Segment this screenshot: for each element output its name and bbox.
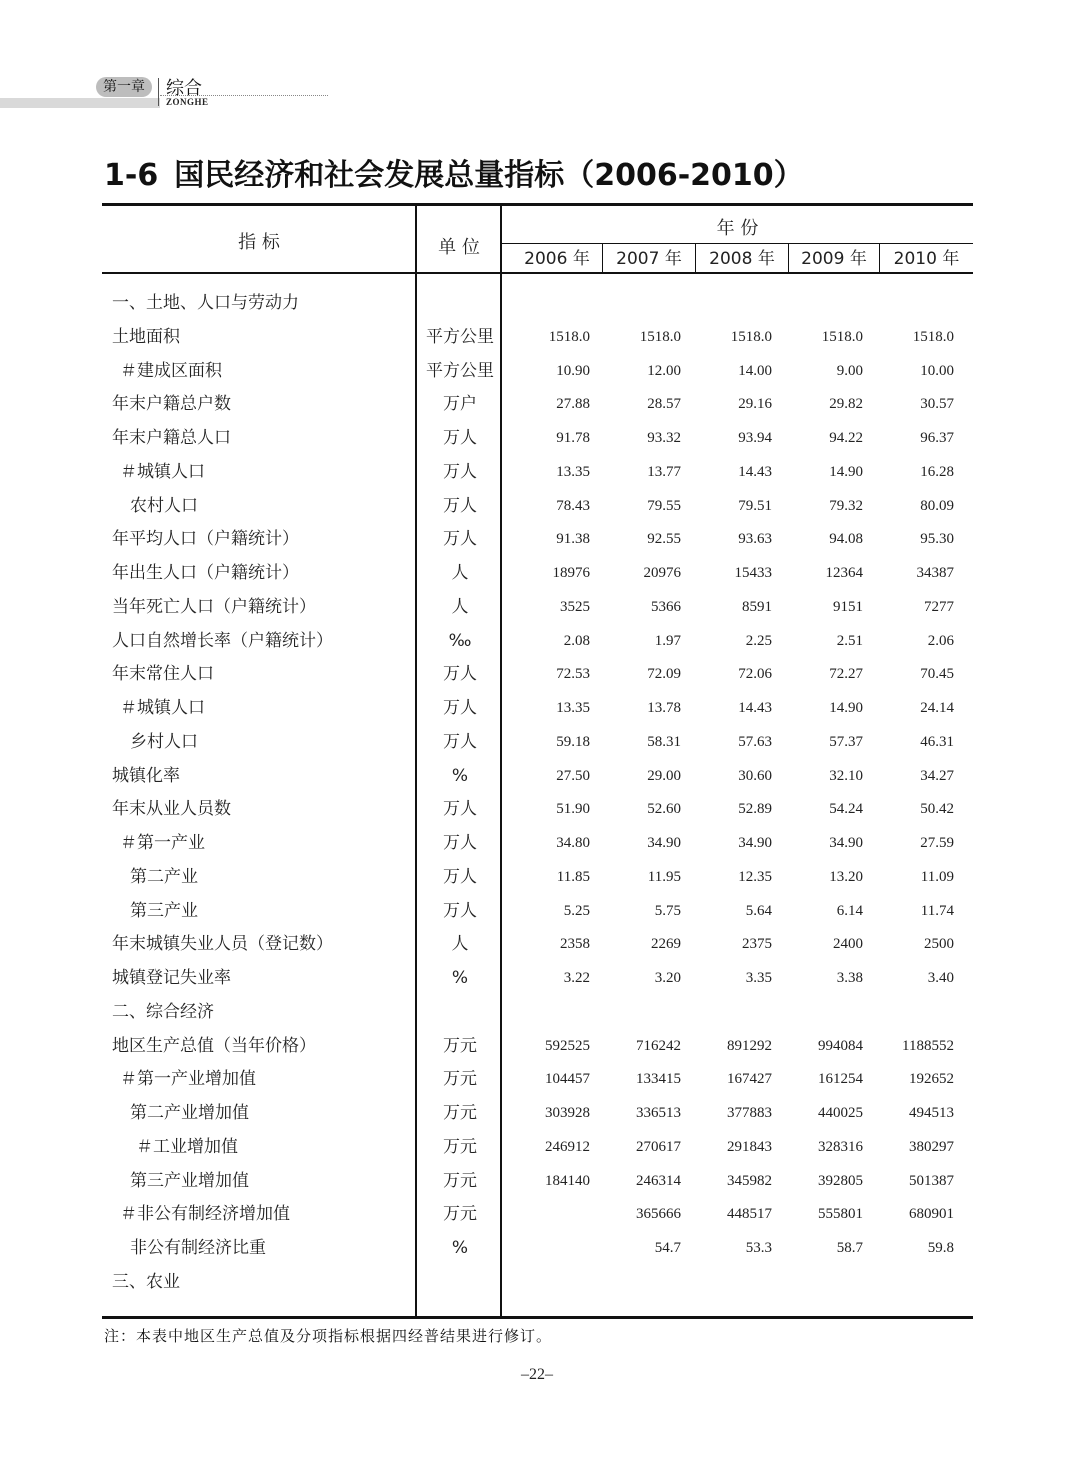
row-unit: 人 [451, 934, 469, 955]
row-value-2009: 392805 [818, 1172, 863, 1189]
row-value-2009: 13.20 [829, 868, 863, 885]
row-value-2008: 93.63 [738, 531, 772, 548]
row-value-2006: 18976 [552, 565, 590, 581]
table-row [0, 1029, 1074, 1063]
table-row [0, 354, 1074, 388]
row-value-2006: 11.85 [556, 868, 590, 885]
row-value-2010: 46.31 [920, 733, 954, 750]
row-unit: 万人 [443, 461, 477, 482]
row-value-2007: 79.55 [647, 497, 681, 514]
row-value-2007: 3.20 [654, 970, 681, 986]
row-value-2008: 30.60 [738, 767, 772, 784]
row-value-2010: 50.42 [920, 801, 954, 818]
row-indicator-label: 年平均人口（户籍统计） [112, 529, 299, 550]
row-value-2010: 2.06 [927, 632, 954, 649]
row-value-2008: 53.3 [745, 1240, 772, 1256]
row-value-2006: 2.08 [563, 632, 590, 649]
row-value-2010: 501387 [909, 1172, 954, 1189]
header-gray-bar [0, 98, 160, 108]
table-row [0, 1265, 1074, 1299]
row-value-2009: 14.90 [829, 463, 863, 480]
table-row [0, 995, 1074, 1029]
row-value-2008: 93.94 [738, 430, 772, 446]
row-value-2010: 2500 [924, 936, 954, 953]
row-value-2009: 94.08 [829, 531, 863, 548]
row-unit: 万人 [443, 866, 477, 887]
year-header-2008: 2008 年 [709, 249, 775, 269]
row-unit: 万人 [443, 799, 477, 820]
row-unit: % [451, 1238, 469, 1258]
row-value-2009: 12364 [825, 565, 863, 581]
row-value-2008: 72.06 [738, 666, 772, 683]
row-value-2006: 34.80 [556, 835, 590, 851]
row-value-2009: 3.38 [836, 970, 863, 986]
table-row [0, 826, 1074, 860]
row-unit: 平方公里 [426, 326, 494, 347]
year-header-2009: 2009 年 [801, 249, 867, 269]
row-unit: 平方公里 [426, 360, 494, 381]
row-value-2007: 365666 [636, 1206, 681, 1223]
table-row [0, 455, 1074, 489]
row-indicator-label: ＃第一产业 [120, 833, 205, 853]
table-row [0, 556, 1074, 590]
row-value-2007: 92.55 [647, 531, 681, 548]
col-indicator-header: 指 标 [238, 232, 280, 253]
row-value-2009: 2.51 [836, 632, 863, 649]
row-indicator-label: 城镇登记失业率 [112, 968, 231, 988]
row-value-2006: 592525 [545, 1037, 590, 1054]
row-value-2007: 54.7 [654, 1240, 681, 1256]
row-value-2006: 303928 [545, 1105, 590, 1121]
row-value-2007: 270617 [636, 1138, 681, 1155]
row-value-2006: 72.53 [556, 666, 590, 683]
row-value-2007: 1518.0 [639, 328, 681, 345]
row-value-2008: 15433 [734, 565, 772, 581]
row-indicator-label: 第二产业增加值 [130, 1103, 249, 1123]
row-indicator-label: 城镇化率 [112, 765, 180, 786]
row-value-2008: 5.64 [745, 902, 772, 919]
row-value-2006: 13.35 [556, 463, 590, 480]
row-value-2010: 7277 [924, 598, 954, 615]
table-row [0, 489, 1074, 523]
chapter-badge: 第一章 [96, 77, 152, 97]
table-bottom-rule [102, 1316, 973, 1319]
row-value-2010: 192652 [909, 1071, 954, 1088]
row-unit: 万人 [443, 833, 477, 853]
row-unit: 万户 [443, 394, 477, 415]
row-value-2009: 72.27 [829, 666, 863, 683]
row-indicator-label: ＃工业增加值 [136, 1136, 238, 1157]
row-value-2006: 5.25 [563, 902, 590, 919]
row-value-2008: 57.63 [738, 733, 772, 750]
row-value-2007: 93.32 [647, 430, 681, 446]
row-value-2009: 440025 [818, 1105, 863, 1121]
row-indicator-label: 农村人口 [130, 495, 198, 516]
row-unit: 万元 [443, 1035, 477, 1056]
row-value-2007: 5.75 [654, 902, 681, 919]
table-row [0, 320, 1074, 354]
row-value-2008: 2.25 [745, 632, 772, 649]
row-indicator-label: ＃非公有制经济增加值 [120, 1204, 290, 1225]
row-value-2007: 1.97 [654, 632, 681, 649]
row-value-2009: 29.82 [829, 396, 863, 413]
row-value-2008: 14.43 [738, 463, 772, 480]
table-top-rule [102, 203, 973, 206]
row-value-2006: 2358 [560, 936, 590, 953]
row-value-2006: 78.43 [556, 497, 590, 514]
row-indicator-label: ＃第一产业增加值 [120, 1069, 256, 1090]
row-value-2006: 27.50 [556, 767, 590, 784]
row-value-2007: 13.77 [647, 463, 681, 480]
row-indicator-label: 乡村人口 [130, 731, 198, 752]
row-value-2010: 1518.0 [912, 328, 954, 345]
row-indicator-label: 年末城镇失业人员（登记数） [112, 934, 333, 955]
row-value-2006: 3.22 [563, 970, 590, 986]
row-unit: 万人 [443, 731, 477, 752]
row-value-2009: 94.22 [829, 430, 863, 446]
row-value-2008: 29.16 [738, 396, 772, 413]
row-value-2010: 3.40 [927, 970, 954, 986]
table-row [0, 1231, 1074, 1265]
row-indicator-label: 非公有制经济比重 [130, 1238, 266, 1258]
row-value-2007: 336513 [636, 1105, 681, 1121]
table-row [0, 691, 1074, 725]
table-row [0, 1096, 1074, 1130]
row-value-2007: 12.00 [647, 362, 681, 379]
row-value-2006: 27.88 [556, 396, 590, 413]
row-value-2009: 57.37 [829, 733, 863, 750]
table-row [0, 927, 1074, 961]
row-indicator-label: 二、综合经济 [112, 1001, 214, 1022]
year-header-2007: 2007 年 [616, 249, 682, 269]
row-value-2007: 20976 [643, 565, 681, 581]
table-row [0, 860, 1074, 894]
row-unit: 万元 [443, 1170, 477, 1191]
row-unit: 万人 [443, 698, 477, 718]
row-value-2010: 10.00 [920, 362, 954, 379]
table-row [0, 657, 1074, 691]
row-value-2008: 79.51 [738, 497, 772, 514]
row-indicator-label: 三、农业 [112, 1271, 180, 1292]
row-value-2007: 34.90 [647, 835, 681, 851]
row-value-2010: 34387 [916, 565, 954, 581]
row-value-2008: 8591 [742, 598, 772, 615]
row-value-2007: 58.31 [647, 733, 681, 750]
row-unit: 人 [451, 563, 469, 583]
row-value-2007: 11.95 [647, 868, 681, 885]
row-value-2008: 345982 [727, 1172, 772, 1189]
row-value-2008: 291843 [727, 1138, 772, 1155]
row-value-2009: 14.90 [829, 700, 863, 716]
row-value-2009: 994084 [818, 1037, 863, 1054]
row-unit: 万人 [443, 495, 477, 516]
row-value-2009: 161254 [818, 1071, 863, 1088]
row-indicator-label: 年末户籍总人口 [112, 428, 231, 448]
row-value-2009: 9151 [833, 598, 863, 615]
table-row [0, 286, 1074, 320]
row-indicator-label: 年出生人口（户籍统计） [112, 563, 299, 583]
row-value-2007: 246314 [636, 1172, 681, 1189]
header-bottom-rule [102, 272, 973, 274]
row-value-2008: 12.35 [738, 868, 772, 885]
row-value-2008: 3.35 [745, 970, 772, 986]
row-value-2010: 34.27 [920, 767, 954, 784]
page-title [104, 150, 804, 194]
row-value-2009: 32.10 [829, 767, 863, 784]
table-row [0, 1164, 1074, 1198]
year-group-rule [502, 243, 973, 244]
row-indicator-label: 一、土地、人口与劳动力 [112, 293, 299, 313]
row-value-2007: 72.09 [647, 666, 681, 683]
chapter-subtitle: ZONGHE [166, 97, 209, 107]
row-unit: % [451, 968, 469, 988]
row-value-2009: 58.7 [836, 1240, 863, 1256]
row-unit: % [451, 765, 469, 786]
row-value-2007: 5366 [651, 598, 681, 615]
col-unit-header: 单 位 [438, 237, 480, 258]
row-indicator-label: 第三产业增加值 [130, 1170, 249, 1191]
row-value-2007: 28.57 [647, 396, 681, 413]
row-value-2007: 52.60 [647, 801, 681, 818]
row-indicator-label: 第三产业 [130, 900, 198, 921]
row-value-2009: 1518.0 [821, 328, 863, 345]
row-indicator-label: 年末常住人口 [112, 664, 214, 685]
row-value-2010: 16.28 [920, 463, 954, 480]
table-row [0, 792, 1074, 826]
row-indicator-label: 第二产业 [130, 866, 198, 887]
row-indicator-label: ＃城镇人口 [120, 698, 205, 718]
table-row [0, 894, 1074, 928]
row-indicator-label: 土地面积 [112, 326, 180, 347]
row-unit: ‰ [448, 630, 472, 651]
row-indicator-label: 当年死亡人口（户籍统计） [112, 596, 316, 617]
row-unit: 人 [451, 596, 469, 617]
chapter-title: 综合 [166, 78, 202, 99]
row-value-2009: 6.14 [836, 902, 863, 919]
row-value-2010: 680901 [909, 1206, 954, 1223]
row-value-2009: 9.00 [836, 362, 863, 379]
row-value-2010: 80.09 [920, 497, 954, 514]
row-value-2009: 34.90 [829, 835, 863, 851]
row-value-2008: 891292 [727, 1037, 772, 1054]
row-indicator-label: 人口自然增长率（户籍统计） [112, 630, 333, 651]
row-value-2010: 59.8 [927, 1240, 954, 1256]
row-indicator-label: 年末户籍总户数 [112, 394, 231, 415]
row-value-2006: 13.35 [556, 700, 590, 716]
row-unit: 万人 [443, 664, 477, 685]
row-value-2006: 59.18 [556, 733, 590, 750]
row-value-2010: 1188552 [902, 1037, 954, 1054]
row-value-2007: 716242 [636, 1037, 681, 1054]
row-value-2006: 91.78 [556, 430, 590, 446]
row-value-2010: 70.45 [920, 666, 954, 683]
row-value-2006: 10.90 [556, 362, 590, 379]
table-row [0, 421, 1074, 455]
row-value-2008: 377883 [727, 1105, 772, 1121]
row-value-2007: 2269 [651, 936, 681, 953]
row-value-2006: 246912 [545, 1138, 590, 1155]
row-value-2009: 79.32 [829, 497, 863, 514]
row-value-2006: 1518.0 [548, 328, 590, 345]
row-indicator-label: 年末从业人员数 [112, 799, 231, 820]
row-value-2008: 34.90 [738, 835, 772, 851]
row-value-2009: 328316 [818, 1138, 863, 1155]
chapter-separator [158, 78, 159, 106]
row-value-2010: 494513 [909, 1105, 954, 1121]
row-value-2010: 24.14 [920, 700, 954, 716]
row-value-2007: 29.00 [647, 767, 681, 784]
row-unit: 万元 [443, 1103, 477, 1123]
row-value-2010: 30.57 [920, 396, 954, 413]
table-row [0, 387, 1074, 421]
table-row [0, 1197, 1074, 1231]
table-row [0, 725, 1074, 759]
row-value-2008: 14.43 [738, 700, 772, 716]
row-value-2010: 95.30 [920, 531, 954, 548]
row-value-2007: 13.78 [647, 700, 681, 716]
table-row [0, 590, 1074, 624]
row-value-2010: 96.37 [920, 430, 954, 446]
row-unit: 万人 [443, 529, 477, 550]
table-title-text: 国民经济和社会发展总量指标（2006-2010） [174, 158, 804, 193]
row-unit: 万元 [443, 1136, 477, 1157]
row-value-2009: 555801 [818, 1206, 863, 1223]
table-row [0, 759, 1074, 793]
row-unit: 万人 [443, 900, 477, 921]
table-row [0, 961, 1074, 995]
row-value-2006: 184140 [545, 1172, 590, 1189]
row-unit: 万元 [443, 1204, 477, 1225]
table-row [0, 1130, 1074, 1164]
row-value-2009: 54.24 [829, 801, 863, 818]
row-indicator-label: ＃城镇人口 [120, 461, 205, 482]
row-value-2007: 133415 [636, 1071, 681, 1088]
row-indicator-label: 地区生产总值（当年价格） [112, 1035, 316, 1056]
row-value-2009: 2400 [833, 936, 863, 953]
row-indicator-label: ＃建成区面积 [120, 360, 222, 381]
row-value-2008: 1518.0 [730, 328, 772, 345]
table-row [0, 1062, 1074, 1096]
year-header-2006: 2006 年 [524, 249, 590, 269]
table-note: 注：本表中地区生产总值及分项指标根据四经普结果进行修订。 [104, 1327, 553, 1345]
page-number: –22– [521, 1366, 553, 1383]
row-unit: 万元 [443, 1069, 477, 1090]
row-value-2008: 167427 [727, 1071, 772, 1088]
row-value-2008: 52.89 [738, 801, 772, 818]
table-number: 1-6 [104, 158, 159, 193]
row-value-2010: 11.74 [920, 902, 954, 919]
row-value-2006: 91.38 [556, 531, 590, 548]
row-value-2010: 380297 [909, 1138, 954, 1155]
row-value-2006: 3525 [560, 598, 590, 615]
row-value-2008: 448517 [727, 1206, 772, 1223]
row-value-2006: 51.90 [556, 801, 590, 818]
col-year-group-header: 年 份 [716, 218, 759, 239]
row-unit: 万人 [443, 428, 477, 448]
year-header-2010: 2010 年 [893, 249, 960, 269]
table-row [0, 624, 1074, 658]
table-row [0, 522, 1074, 556]
row-value-2010: 27.59 [920, 835, 954, 851]
row-value-2010: 11.09 [920, 868, 954, 885]
row-value-2006: 104457 [545, 1071, 590, 1088]
row-value-2008: 14.00 [738, 362, 772, 379]
row-value-2008: 2375 [742, 936, 772, 953]
